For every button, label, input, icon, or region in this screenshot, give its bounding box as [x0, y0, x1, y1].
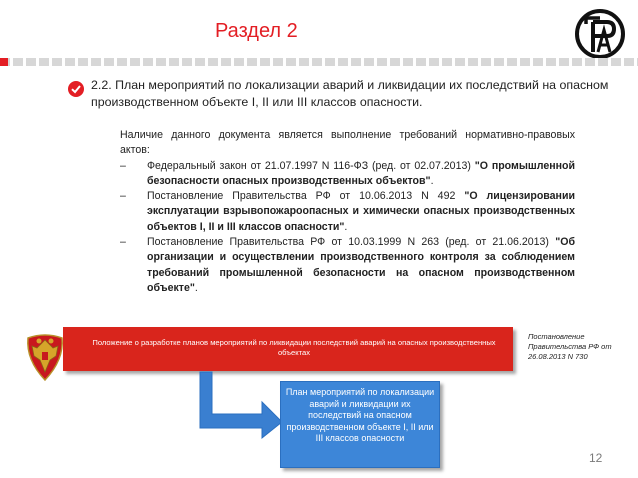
- list-item: [120, 159, 575, 190]
- action-plan-box-label: План мероприятий по локализации аварий и ликвидации их последствий на опасном производственном объекте I, II или III классов опасности: [285, 387, 435, 443]
- law-tail: .: [430, 174, 434, 187]
- section-heading: 2.2. План мероприятий по локализации аварий и ликвидации их последствий на опасном производственном объекте I, II или III классов опасности.: [91, 78, 609, 109]
- law-tail: .: [344, 220, 348, 233]
- law-title: "Об организации и осуществлении производственного контроля за соблюдением требований промышленной безопасности на опасном производственном объекте": [147, 236, 575, 294]
- requirements-text: [120, 128, 575, 296]
- law-reference: Федеральный закон от 21.07.1997 N 116-ФЗ (ред. от 02.07.2013): [147, 159, 475, 172]
- intro-text: Наличие данного документа является выполнение требований нормативно-правовых актов:: [120, 129, 575, 157]
- law-title: "О промышленной безопасности опасных производственных объектов": [147, 159, 575, 187]
- law-title: "О лицензировании эксплуатации взрывопожароопасных и химически опасных производственных объектов I, II и III классов опасности": [147, 190, 575, 233]
- law-reference: Постановление Правительства РФ от 10.06.2013 N 492: [147, 190, 465, 203]
- list-dash: –: [120, 190, 126, 203]
- header-divider-accent: [0, 58, 8, 66]
- list-item: [120, 189, 575, 235]
- list-dash: –: [120, 236, 126, 249]
- logo-icon: [574, 8, 626, 60]
- page-number: 12: [589, 451, 603, 465]
- regulation-note: Постановление Правительства РФ от 26.08.2013 N 730: [528, 332, 612, 361]
- law-tail: .: [194, 281, 198, 294]
- list-item: [120, 235, 575, 296]
- checkmark-icon: [68, 81, 84, 97]
- law-reference: Постановление Правительства РФ от 10.03.1999 N 263 (ред. от 21.06.2013): [147, 236, 556, 249]
- regulation-box-label: Положение о разработке планов мероприятий по ликвидации последствий аварий на опасных производственных объектах: [92, 338, 496, 357]
- page-title: Раздел 2: [215, 20, 298, 42]
- header-divider: [0, 58, 638, 66]
- coat-of-arms-icon: [22, 330, 68, 382]
- list-dash: –: [120, 159, 126, 172]
